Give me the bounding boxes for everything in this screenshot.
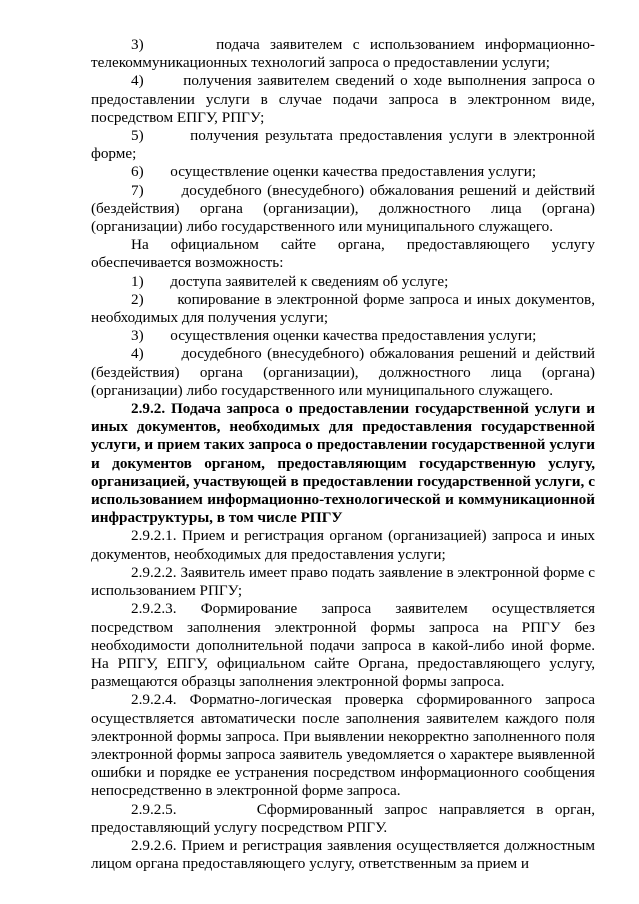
clause-2-9-2-5: 2.9.2.5. Сформированный запрос направляется в орган, предоставляющий услугу посредством РПГУ. bbox=[91, 800, 595, 836]
clause-2-9-2-4: 2.9.2.4. Форматно-логическая проверка сформированного запроса осуществляется автоматически после заполнения заявителем каждого поля электронной формы запроса. При выявлении некорректно заполненного поля электронной формы запроса заявитель уведомляется о характере выявленной ошибки и порядке ее устранения посредством информационного сообщения непосредственно в электронной форме запроса. bbox=[91, 691, 595, 800]
website-item-3-quality: 3) осуществления оценки качества предоставления услуги; bbox=[131, 327, 537, 345]
list-item-6-quality: 6) осуществление оценки качества предоставления услуги; bbox=[131, 163, 537, 181]
website-item-2-copy: 2) копирование в электронной форме запроса и иных документов, необходимых для получения услуги; bbox=[91, 290, 595, 327]
clause-2-9-2-2: 2.9.2.2. Заявитель имеет право подать заявление в электронной форме с использованием РПГУ; bbox=[91, 563, 595, 600]
list-item-7-appeal: 7) досудебного (внесудебного) обжалования решений и действий (бездействия) органа (организации), должностного лица (органа) (организации) либо государственного или муниципального служащего. bbox=[91, 181, 595, 236]
clause-2-9-2-3: 2.9.2.3. Формирование запроса заявителем осуществляется посредством заполнения электронной формы запроса на РПГУ без необходимости дополнительной подачи запроса в какой-либо иной форме. На РПГУ, ЕПГУ, официальном сайте Органа, предоставляющего услугу, размещаются образцы заполнения электронной формы запроса. bbox=[91, 600, 595, 691]
clause-2-9-2-1: 2.9.2.1. Прием и регистрация органом (организацией) запроса и иных документов, необходимых для предоставления услуги; bbox=[91, 527, 595, 563]
section-heading-2-9-2: 2.9.2. Подача запроса о предоставлении государственной услуги и иных документов, необходимых для предоставления государственной услуги, и прием таких запроса о предоставлении государственной услуги и документов органом, предоставляющим государственную услугу, организацией, участвующей в предоставлении государственной услуги, с использованием информационно-технологической и коммуникационной инфраструктуры, в том числе РПГУ bbox=[91, 400, 595, 527]
website-item-1-access: 1) доступа заявителей к сведениям об услуге; bbox=[131, 272, 449, 290]
website-intro-paragraph: На официальном сайте органа, предоставляющего услугу обеспечивается возможность: bbox=[91, 236, 595, 272]
list-item-5-result: 5) получения результата предоставления услуги в электронной форме; bbox=[91, 127, 595, 163]
clause-2-9-2-6: 2.9.2.6. Прием и регистрация заявления осуществляется должностным лицом органа предоставляющего услугу, ответственным за прием и bbox=[91, 836, 595, 873]
list-item-3-submit: 3) подача заявителем с использованием информационно-телекоммуникационных технологий запроса о предоставлении услуги; bbox=[91, 36, 595, 72]
website-item-4-appeal: 4) досудебного (внесудебного) обжалования решений и действий (бездействия) органа (организации), должностного лица (органа) (организации) либо государственного или муниципального служащего. bbox=[91, 345, 595, 399]
list-item-4-status: 4) получения заявителем сведений о ходе выполнения запроса о предоставлении услуги в случае подачи запроса в электронном виде, посредством ЕПГУ, РПГУ; bbox=[91, 72, 595, 126]
